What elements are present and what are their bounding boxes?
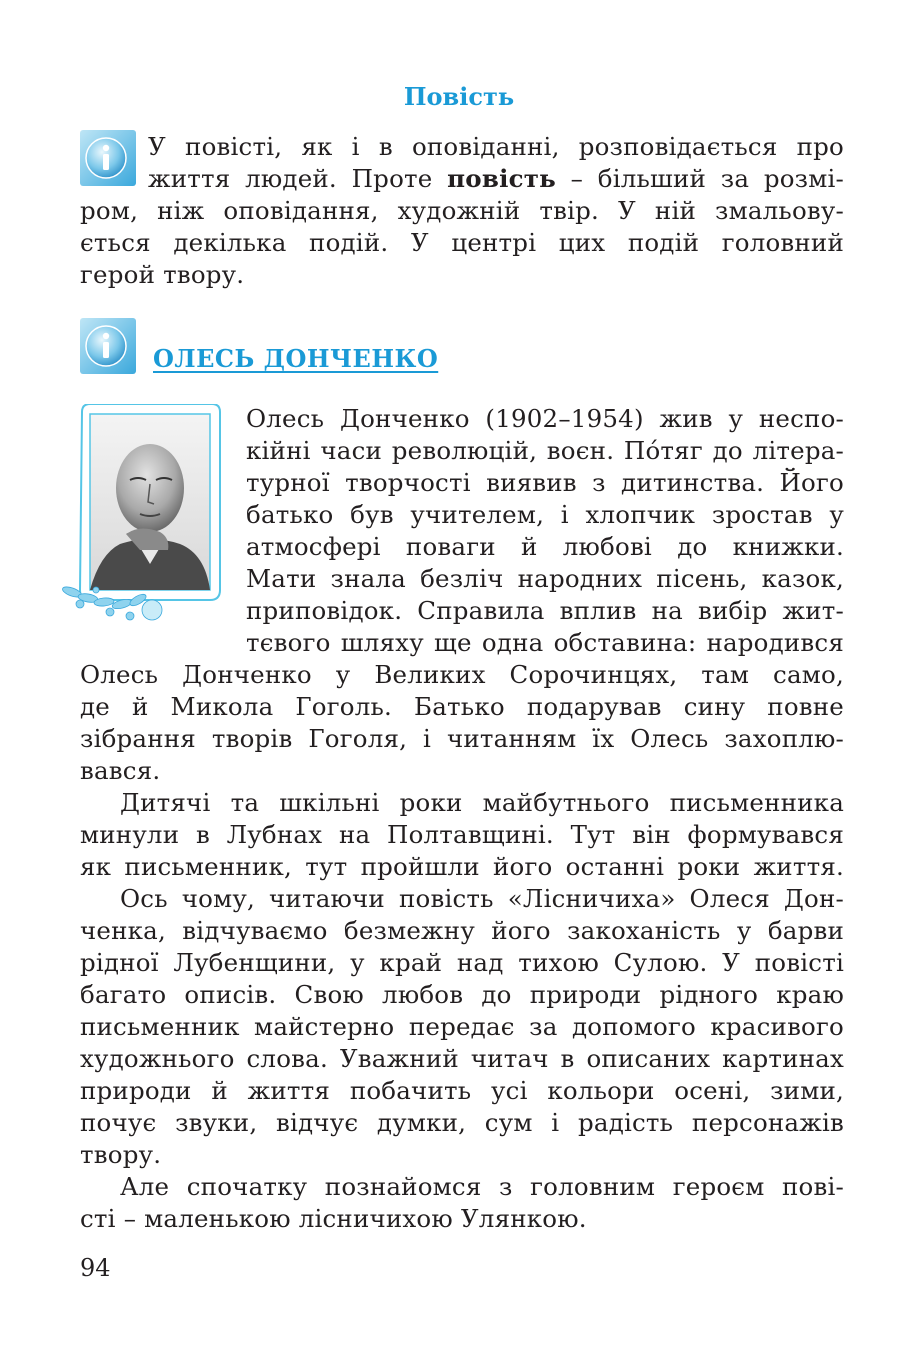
p3-line: почує звуки, відчує думки, сум і радість персонажів	[80, 1108, 844, 1137]
term-povist: повість	[447, 164, 556, 193]
bio-line: Олесь Донченко у Великих Сорочинцях, там само,	[80, 660, 844, 689]
author-portrait	[60, 404, 232, 626]
bio-line: приповідок. Справила вплив на вибір жит-	[246, 596, 844, 625]
p3-line: ченка, відчуваємо безмежну його закоханість у барви	[80, 916, 844, 945]
p3-line: рідної Лубенщини, у край над тихою Сулою. У повісті	[80, 948, 844, 977]
p2-line: Дитячі та шкільні роки майбутнього письменника	[120, 788, 844, 817]
bio-line: Олесь Донченко (1902–1954) жив у неспо-	[246, 404, 844, 433]
p3-line: природи й життя побачить усі кольори осені, зими,	[80, 1076, 844, 1105]
bio-line: батько був учителем, і хлопчик зростав у	[246, 500, 844, 529]
definition-line-1: У повісті, як і в оповіданні, розповідається про	[148, 132, 844, 161]
p3-line: Ось чому, читаючи повість «Лісничиха» Олеся Дон-	[120, 884, 844, 913]
p2-line: минули в Лубнах на Полтавщині. Тут він формувався	[80, 820, 844, 849]
bio-line: атмосфері поваги й любові до книжки.	[246, 532, 844, 561]
bio-line: зібрання творів Гоголя, і читанням їх Олесь захоплю-	[80, 724, 844, 753]
bio-line: тєвого шляху ще одна обставина: народився	[246, 628, 844, 657]
author-heading-link[interactable]: ОЛЕСЬ ДОНЧЕНКО	[153, 344, 439, 373]
bio-line: вався.	[80, 756, 161, 785]
bio-line: Мати знала безліч народних пісень, казок,	[246, 564, 844, 593]
p3-line: письменник майстерно передає за допомого красивого	[80, 1012, 844, 1041]
definition-line-4: ється декілька подій. У центрі цих подій головний	[80, 228, 844, 257]
bio-line: кійні часи революцій, воєн. Пóтяг до літера-	[246, 436, 844, 465]
page-number: 94	[80, 1254, 111, 1282]
p4-line: сті – маленькою лісничихою Улянкою.	[80, 1204, 587, 1233]
p3-line: багато описів. Свою любов до природи рідного краю	[80, 980, 844, 1009]
definition-line-3: ром, ніж оповідання, художній твір. У ній змальову-	[80, 196, 844, 225]
p4-line: Але спочатку познайомся з головним героєм пові-	[120, 1172, 844, 1201]
definition-line-2: життя людей. Проте повість – більший за розмі-	[148, 164, 844, 193]
p3-line: художнього слова. Уважний читач в описаних картинах	[80, 1044, 844, 1073]
definition-line-5: герой твору.	[80, 260, 245, 289]
section-title: Повість	[403, 82, 515, 111]
p3-line: твору.	[80, 1140, 162, 1169]
bio-line: де й Микола Гоголь. Батько подарував сину повне	[80, 692, 844, 721]
info-icon	[80, 318, 136, 374]
info-icon	[80, 130, 136, 186]
bio-line: турної творчості виявив з дитинства. Його	[246, 468, 844, 497]
p2-line: як письменник, тут пройшли його останні роки життя.	[80, 852, 844, 881]
